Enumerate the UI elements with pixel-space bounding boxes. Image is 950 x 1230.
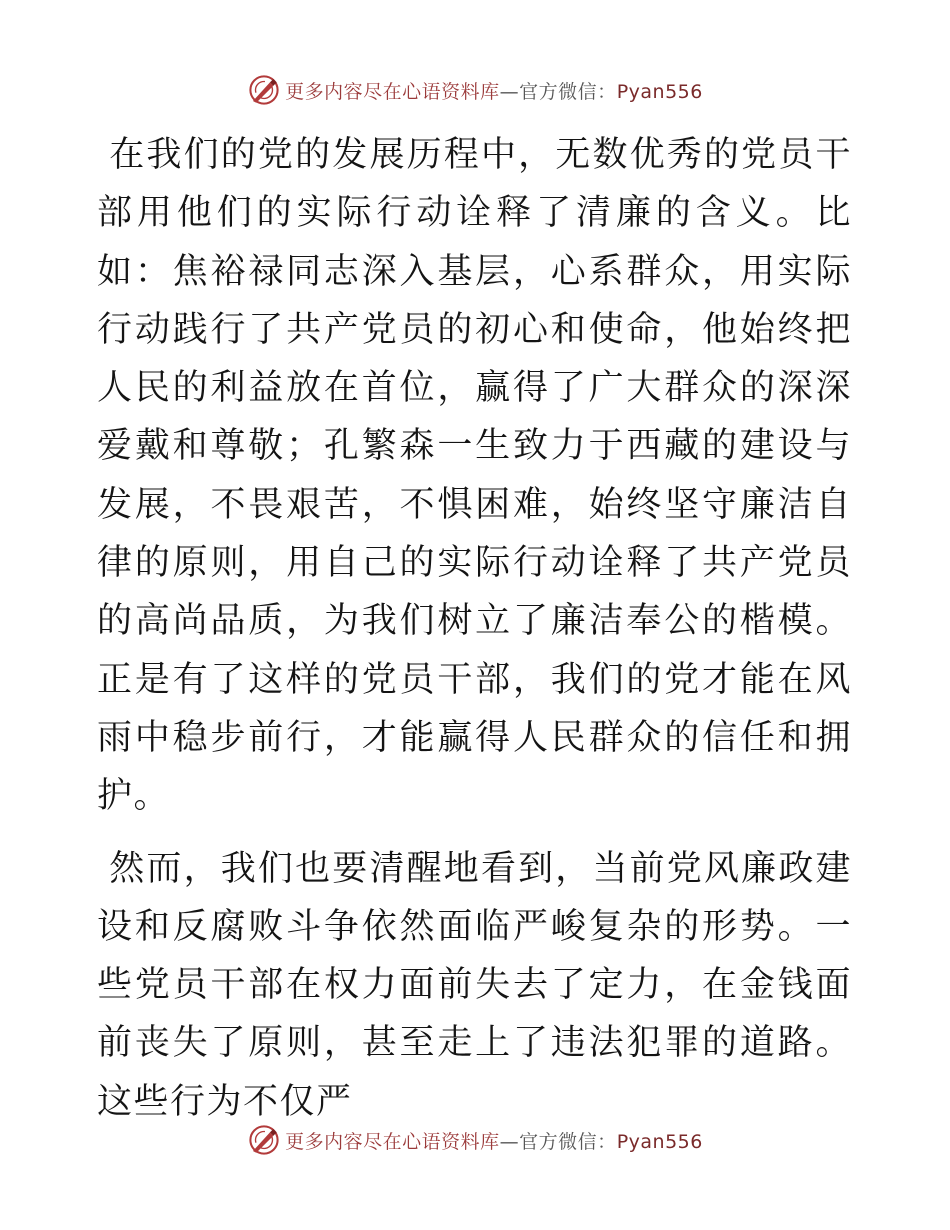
pen-logo-icon <box>247 73 281 107</box>
watermark-site: 更多内容尽在心语资料库 <box>285 1130 500 1153</box>
watermark-wechat-id: Pyan556 <box>616 1130 703 1153</box>
document-body <box>97 126 852 1131</box>
watermark-text <box>285 1127 703 1154</box>
paragraph: 然而，我们也要清醒地看到，当前党风廉政建设和反腐败斗争依然面临严峻复杂的形势。一些党员干部在权力面前失去了定力，在金钱面前丧失了原则，甚至走上了违法犯罪的道路。这些行为不仅严 <box>97 848 852 1122</box>
watermark-text <box>285 77 703 104</box>
watermark-wechat-id: Pyan556 <box>616 80 703 103</box>
pen-logo-icon <box>247 1123 281 1157</box>
watermark-wechat-label: 官方微信： <box>519 80 617 103</box>
watermark-site: 更多内容尽在心语资料库 <box>285 80 500 103</box>
paragraph: 在我们的党的发展历程中，无数优秀的党员干部用他们的实际行动诠释了清廉的含义。比如：焦裕禄同志深入基层，心系群众，用实际行动践行了共产党员的初心和使命，他始终把人民的利益放在首位，赢得了广大群众的深深爱戴和尊敬；孔繁森一生致力于西藏的建设与发展，不畏艰苦，不惧困难，始终坚守廉洁自律的原则，用自己的实际行动诠释了共产党员的高尚品质，为我们树立了廉洁奉公的楷模。正是有了这样的党员干部，我们的党才能在风雨中稳步前行，才能赢得人民群众的信任和拥护。 <box>97 135 852 817</box>
footer-watermark <box>0 1120 950 1160</box>
header-watermark <box>0 70 950 110</box>
watermark-wechat-label: 官方微信： <box>519 1130 617 1153</box>
watermark-separator: — <box>499 80 520 103</box>
watermark-separator: — <box>499 1130 520 1153</box>
